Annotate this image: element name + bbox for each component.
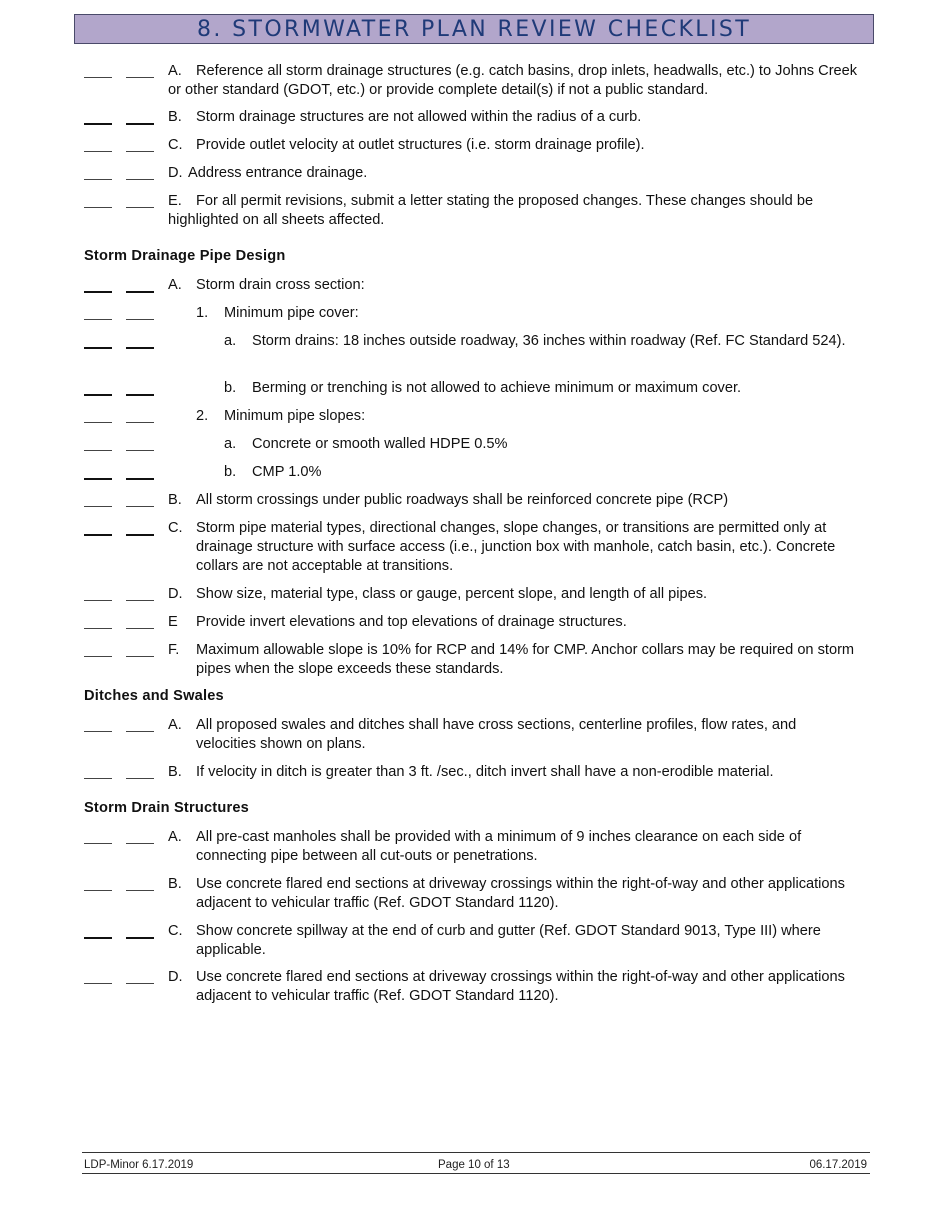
check-blank[interactable] bbox=[84, 291, 112, 293]
check-blank[interactable] bbox=[126, 937, 154, 939]
check-blank[interactable] bbox=[84, 843, 112, 844]
page-title: 8. STORMWATER PLAN REVIEW CHECKLIST bbox=[74, 14, 874, 44]
check-blank[interactable] bbox=[84, 319, 112, 320]
item-text: Show size, material type, class or gauge, percent slope, and length of all pipes. bbox=[196, 586, 708, 602]
item-label: a. bbox=[224, 333, 237, 349]
item-text: Storm pipe material types, directional changes, slope changes, or transitions are permitted only at drainage structure with surface access (i.e., junction box with manhole, catch basin, etc.). Concrete collars are not acceptable at transitions. bbox=[196, 520, 836, 574]
check-blank[interactable] bbox=[84, 534, 112, 536]
item-label: E. bbox=[168, 193, 182, 209]
check-blank[interactable] bbox=[126, 347, 154, 349]
item-text: If velocity in ditch is greater than 3 ft. /sec., ditch invert shall have a non-erodible material. bbox=[196, 764, 774, 780]
item-text: Storm drainage structures are not allowed within the radius of a curb. bbox=[196, 109, 642, 125]
check-blank[interactable] bbox=[84, 778, 112, 779]
check-blank[interactable] bbox=[126, 207, 154, 208]
item-label: B. bbox=[168, 492, 182, 508]
item-label: A. bbox=[168, 829, 182, 845]
check-blank[interactable] bbox=[126, 151, 154, 152]
check-blank[interactable] bbox=[84, 656, 112, 657]
item-text: Use concrete flared end sections at driveway crossings within the right-of-way and other applications adjacent to vehicular traffic (Ref. GDOT Standard 1120). bbox=[196, 876, 845, 911]
item-label: 2. bbox=[196, 408, 209, 424]
item-label: 1. bbox=[196, 305, 209, 321]
item-text: Berming or trenching is not allowed to achieve minimum or maximum cover. bbox=[252, 380, 742, 396]
check-blank[interactable] bbox=[126, 394, 154, 396]
item-text: Minimum pipe cover: bbox=[224, 305, 359, 321]
item-label: A. bbox=[168, 63, 182, 79]
item-text: Concrete or smooth walled HDPE 0.5% bbox=[252, 436, 508, 452]
check-blank[interactable] bbox=[126, 731, 154, 732]
check-blank[interactable] bbox=[126, 450, 154, 451]
footer-top-rule bbox=[82, 1152, 870, 1153]
footer-doc-id: LDP-Minor 6.17.2019 bbox=[84, 1159, 194, 1171]
check-blank[interactable] bbox=[126, 890, 154, 891]
item-text: Address entrance drainage. bbox=[188, 165, 368, 181]
check-blank[interactable] bbox=[84, 983, 112, 984]
item-label: C. bbox=[168, 520, 183, 536]
check-blank[interactable] bbox=[84, 450, 112, 451]
item-label: C. bbox=[168, 923, 183, 939]
item-text: CMP 1.0% bbox=[252, 464, 322, 480]
page-number: Page 10 of 13 bbox=[438, 1159, 510, 1171]
check-blank[interactable] bbox=[84, 937, 112, 939]
check-blank[interactable] bbox=[84, 77, 112, 78]
check-blank[interactable] bbox=[84, 207, 112, 208]
check-blank[interactable] bbox=[126, 319, 154, 320]
check-blank[interactable] bbox=[84, 478, 112, 480]
check-blank[interactable] bbox=[84, 890, 112, 891]
section-heading: Storm Drain Structures bbox=[84, 800, 249, 816]
check-blank[interactable] bbox=[84, 422, 112, 423]
check-blank[interactable] bbox=[126, 534, 154, 536]
check-blank[interactable] bbox=[84, 506, 112, 507]
item-label: A. bbox=[168, 277, 182, 293]
check-blank[interactable] bbox=[84, 394, 112, 396]
item-label: E bbox=[168, 614, 178, 630]
item-text: Storm drains: 18 inches outside roadway, 36 inches within roadway (Ref. FC Standard 524). bbox=[252, 333, 846, 349]
check-blank[interactable] bbox=[126, 983, 154, 984]
item-text: For all permit revisions, submit a letter stating the proposed changes. These changes should be highlighted on all sheets affected. bbox=[168, 193, 814, 228]
item-text: Maximum allowable slope is 10% for RCP and 14% for CMP. Anchor collars may be required on storm pipes when the slope exceeds these standards. bbox=[196, 642, 855, 677]
item-text: Show concrete spillway at the end of curb and gutter (Ref. GDOT Standard 9013, Type III) where applicable. bbox=[196, 923, 821, 958]
check-blank[interactable] bbox=[84, 347, 112, 349]
section-heading: Ditches and Swales bbox=[84, 688, 224, 704]
item-label: F. bbox=[168, 642, 180, 658]
check-blank[interactable] bbox=[126, 77, 154, 78]
item-text: Use concrete flared end sections at driveway crossings within the right-of-way and other applications adjacent to vehicular traffic (Ref. GDOT Standard 1120). bbox=[196, 969, 845, 1004]
section-heading: Storm Drainage Pipe Design bbox=[84, 248, 286, 264]
check-blank[interactable] bbox=[84, 628, 112, 629]
item-text: All pre-cast manholes shall be provided with a minimum of 9 inches clearance on each side of connecting pipe between all cut-outs or penetrations. bbox=[196, 829, 802, 864]
footer-bottom-rule bbox=[82, 1173, 870, 1174]
check-blank[interactable] bbox=[126, 843, 154, 844]
item-label: b. bbox=[224, 380, 237, 396]
item-label: D. bbox=[168, 969, 183, 985]
check-blank[interactable] bbox=[126, 656, 154, 657]
item-text: All storm crossings under public roadways shall be reinforced concrete pipe (RCP) bbox=[196, 492, 729, 508]
item-label: D. bbox=[168, 165, 183, 181]
check-blank[interactable] bbox=[126, 628, 154, 629]
check-blank[interactable] bbox=[126, 179, 154, 180]
item-text: All proposed swales and ditches shall have cross sections, centerline profiles, flow rates, and velocities shown on plans. bbox=[196, 717, 797, 752]
item-text: Reference all storm drainage structures (e.g. catch basins, drop inlets, headwalls, etc.) to Johns Creek or other standard (GDOT, etc.) or provide complete detail(s) if not a public standard. bbox=[168, 63, 858, 98]
item-text: Minimum pipe slopes: bbox=[224, 408, 366, 424]
footer-date: 06.17.2019 bbox=[809, 1159, 867, 1171]
check-blank[interactable] bbox=[126, 778, 154, 779]
check-blank[interactable] bbox=[84, 731, 112, 732]
item-text: Provide invert elevations and top elevations of drainage structures. bbox=[196, 614, 627, 630]
check-blank[interactable] bbox=[126, 422, 154, 423]
check-blank[interactable] bbox=[126, 291, 154, 293]
check-blank[interactable] bbox=[84, 600, 112, 601]
item-label: C. bbox=[168, 137, 183, 153]
check-blank[interactable] bbox=[126, 478, 154, 480]
check-blank[interactable] bbox=[126, 506, 154, 507]
check-blank[interactable] bbox=[126, 123, 154, 125]
item-label: A. bbox=[168, 717, 182, 733]
item-label: D. bbox=[168, 586, 183, 602]
item-label: a. bbox=[224, 436, 237, 452]
check-blank[interactable] bbox=[84, 151, 112, 152]
item-text: Provide outlet velocity at outlet structures (i.e. storm drainage profile). bbox=[196, 137, 645, 153]
item-label: B. bbox=[168, 109, 182, 125]
item-label: b. bbox=[224, 464, 237, 480]
item-label: B. bbox=[168, 764, 182, 780]
check-blank[interactable] bbox=[126, 600, 154, 601]
item-label: B. bbox=[168, 876, 182, 892]
check-blank[interactable] bbox=[84, 123, 112, 125]
check-blank[interactable] bbox=[84, 179, 112, 180]
item-text: Storm drain cross section: bbox=[196, 277, 365, 293]
